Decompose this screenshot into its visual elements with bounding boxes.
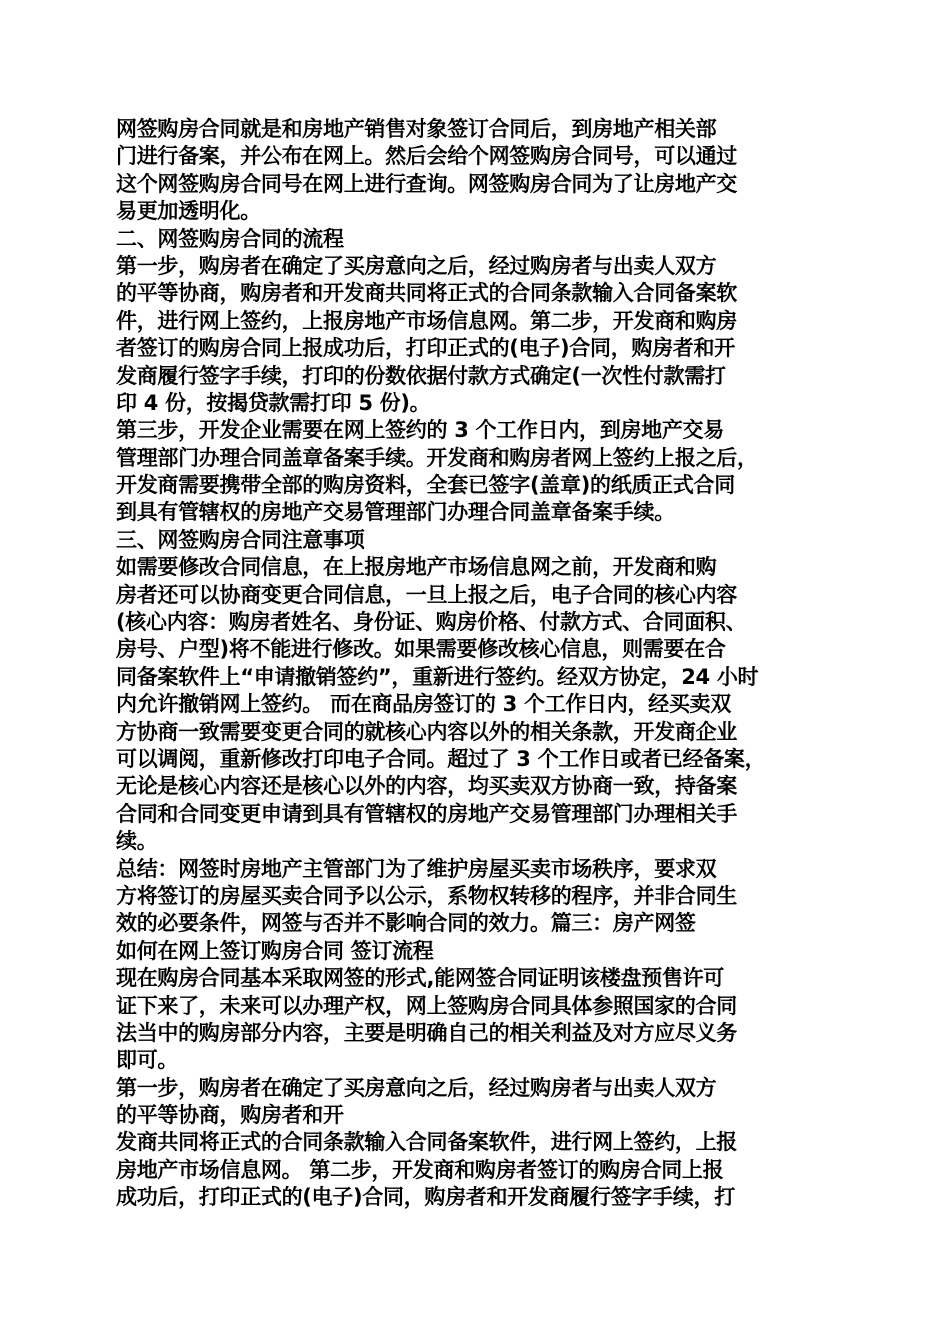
text-line: 可以调阅，重新修改打印电子合同。超过了 3 个工作日或者已经备案， [116, 746, 766, 771]
text-line: 同备案软件上“申请撤销签约”，重新进行签约。经双方协定，24 小时 [116, 664, 759, 689]
text-line: 无论是核心内容还是核心以外的内容，均买卖双方协商一致，持备案 [116, 774, 737, 799]
text-line: 第三步，开发企业需要在网上签约的 3 个工作日内，到房地产交易 [116, 418, 724, 443]
text-line: 第一步，购房者在确定了买房意向之后，经过购房者与出卖人双方 [116, 1075, 717, 1100]
text-line: 方协商一致需要变更合同的就核心内容以外的相关条款，开发商企业 [116, 719, 737, 744]
text-line: 印 4 份，按揭贷款需打印 5 份)。 [116, 390, 431, 415]
document-body [116, 116, 846, 1212]
text-line: 房号、户型)将不能进行修改。如果需要修改核心信息，则需要在合 [116, 637, 726, 662]
text-line: 内允许撤销网上签约。 而在商品房签订的 3 个工作日内，经买卖双 [116, 692, 731, 717]
text-line: 发商共同将正式的合同条款输入合同备案软件，进行网上签约，上报 [116, 1130, 737, 1155]
text-line: 门进行备案，并公布在网上。然后会给个网签购房合同号，可以通过 [116, 144, 737, 169]
text-line: 法当中的购房部分内容，主要是明确自己的相关利益及对方应尽义务 [116, 1020, 737, 1045]
text-line: 管理部门办理合同盖章备案手续。开发商和购房者网上签约上报之后， [116, 445, 758, 470]
text-line: 到具有管辖权的房地产交易管理部门办理合同盖章备案手续。 [116, 500, 675, 525]
text-line: 房地产市场信息网。 第二步，开发商和购房者签订的购房合同上报 [116, 1157, 724, 1182]
text-line: 总结：网签时房地产主管部门为了维护房屋买卖市场秩序，要求双 [116, 856, 717, 881]
text-line: (核心内容：购房者姓名、身份证、购房价格、付款方式、合同面积、 [116, 610, 747, 635]
text-line: 这个网签购房合同号在网上进行查询。网签购房合同为了让房地产交 [116, 171, 737, 196]
section-heading: 三、网签购房合同注意事项 [116, 527, 365, 552]
text-line: 第一步，购房者在确定了买房意向之后，经过购房者与出卖人双方 [116, 253, 717, 278]
text-line: 房者还可以协商变更合同信息，一旦上报之后，电子合同的核心内容 [116, 582, 737, 607]
text-line: 效的必要条件，网签与否并不影响合同的效力。篇三：房产网签 [116, 911, 696, 936]
text-line: 合同和合同变更申请到具有管辖权的房地产交易管理部门办理相关手 [116, 801, 737, 826]
text-line: 如需要修改合同信息，在上报房地产市场信息网之前，开发商和购 [116, 555, 717, 580]
text-line: 者签订的购房合同上报成功后，打印正式的(电子)合同，购房者和开 [116, 336, 735, 361]
text-line: 的平等协商，购房者和开 [116, 1103, 344, 1128]
text-line: 开发商需要携带全部的购房资料，全套已签字(盖章)的纸质正式合同 [116, 473, 735, 498]
text-line: 发商履行签字手续，打印的份数依据付款方式确定(一次性付款需打 [116, 363, 726, 388]
text-line: 续。 [116, 829, 158, 854]
section-heading: 如何在网上签订购房合同 签订流程 [116, 938, 434, 963]
text-line: 易更加透明化。 [116, 199, 261, 224]
text-line: 即可。 [116, 1048, 179, 1073]
text-line: 网签购房合同就是和房地产销售对象签订合同后，到房地产相关部 [116, 117, 717, 141]
text-line: 方将签订的房屋买卖合同予以公示，系物权转移的程序，并非合同生 [116, 883, 737, 908]
text-line: 的平等协商，购房者和开发商共同将正式的合同条款输入合同备案软 [116, 281, 737, 306]
section-heading: 二、网签购房合同的流程 [116, 226, 344, 251]
text-line: 件，进行网上签约，上报房地产市场信息网。第二步，开发商和购房 [116, 308, 737, 333]
text-line: 现在购房合同基本采取网签的形式,能网签合同证明该楼盘预售许可 [116, 966, 724, 991]
text-line: 成功后，打印正式的(电子)合同，购房者和开发商履行签字手续，打 [116, 1185, 735, 1210]
text-line: 证下来了，未来可以办理产权，网上签购房合同具体参照国家的合同 [116, 993, 737, 1018]
